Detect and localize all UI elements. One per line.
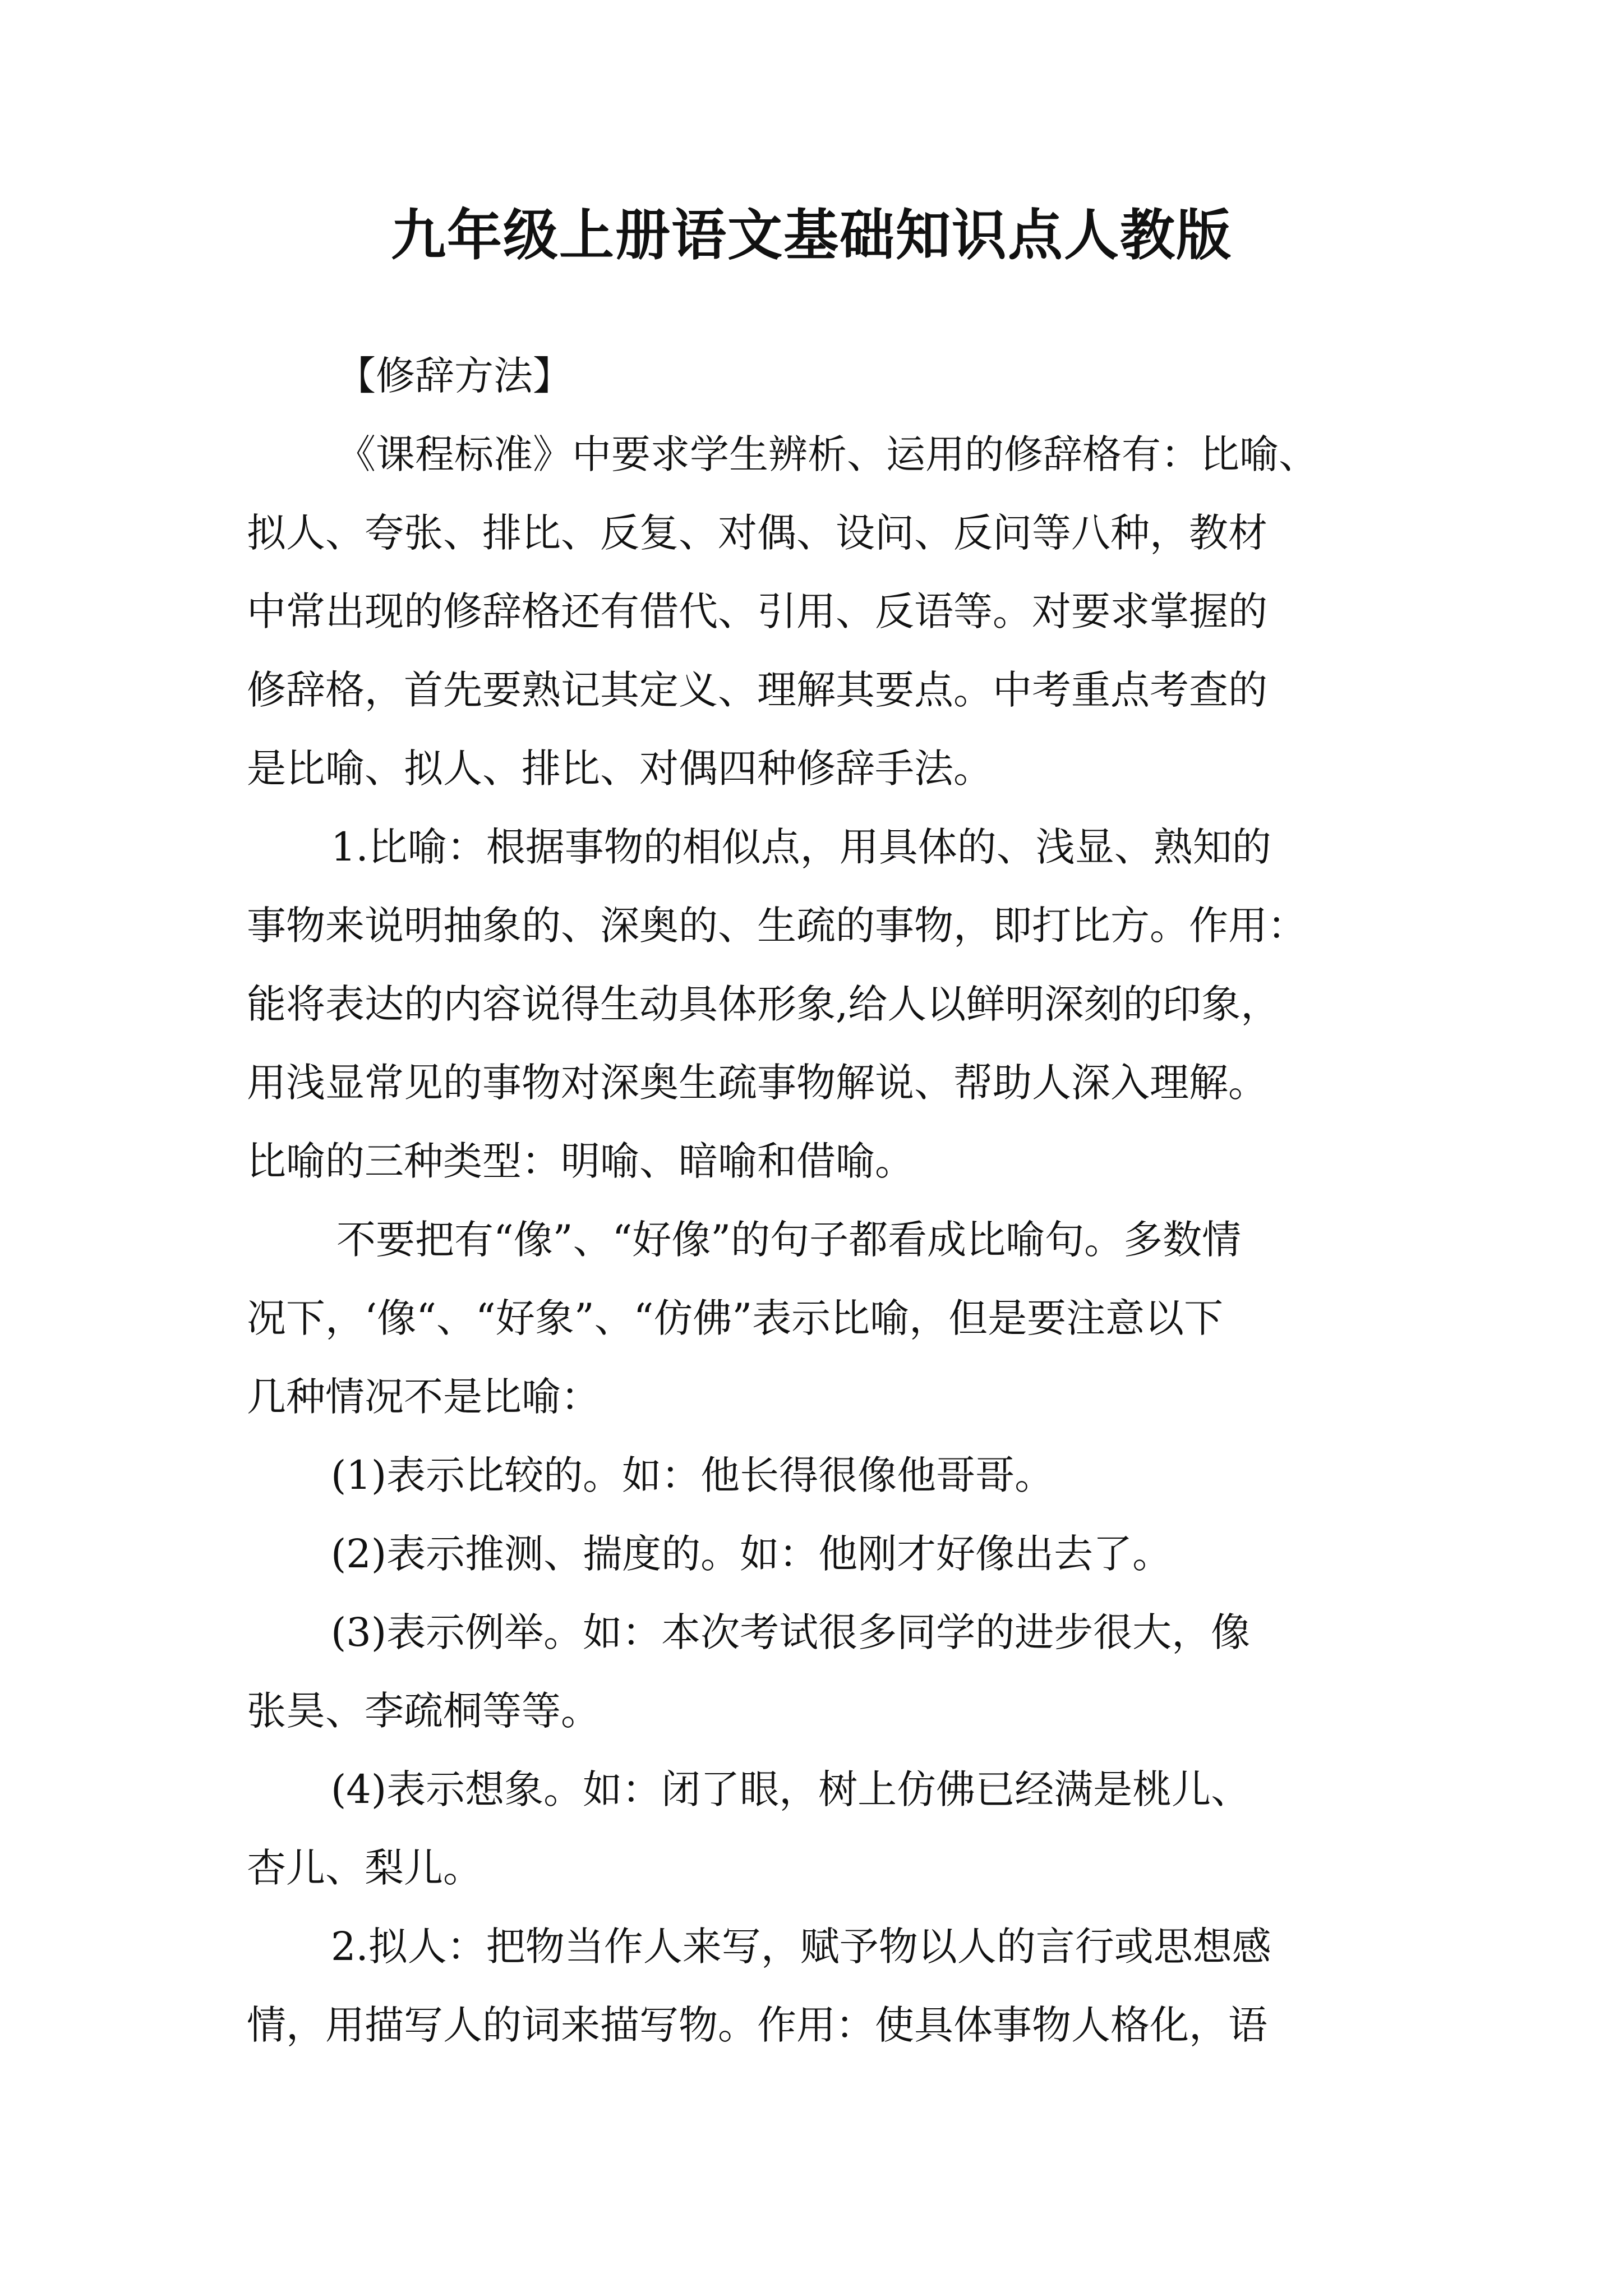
paragraph-line: 况下，‘像“、“好象”、“仿佛”表示比喻，但是要注意以下: [247, 1295, 1224, 1341]
document-body: [247, 337, 1368, 2064]
paragraph-line: 情，用描写人的词来描写物。作用：使具体事物人格化，语: [247, 2002, 1267, 2048]
section-heading: 【修辞方法】: [336, 353, 572, 399]
paragraph-line: 杏儿、梨儿。: [247, 1845, 482, 1891]
paragraph-line: 2.拟人：把物当作人来写，赋予物以人的言行或思想感: [331, 1924, 1271, 1970]
document-title: 九年级上册语文基础知识点人教版: [390, 204, 1232, 268]
paragraph-line: 几种情况不是比喻：: [247, 1374, 600, 1420]
paragraph-line: 中常出现的修辞格还有借代、引用、反语等。对要求掌握的: [247, 588, 1267, 634]
paragraph-line: 能将表达的内容说得生动具体形象,给人以鲜明深刻的印象，: [247, 981, 1280, 1027]
paragraph-line: 用浅显常见的事物对深奥生疏事物解说、帮助人深入理解。: [247, 1060, 1267, 1106]
paragraph-line: 修辞格，首先要熟记其定义、理解其要点。中考重点考查的: [247, 667, 1267, 713]
paragraph-line: 《课程标准》中要求学生辨析、运用的修辞格有：比喻、: [336, 431, 1318, 477]
list-item: (4)表示想象。如：闭了眼，树上仿佛已经满是桃儿、: [331, 1766, 1251, 1812]
list-item: (2)表示推测、揣度的。如：他刚才好像出去了。: [331, 1531, 1172, 1577]
list-item: (1)表示比较的。如：他长得很像他哥哥。: [331, 1452, 1054, 1498]
paragraph-line: 比喻的三种类型：明喻、暗喻和借喻。: [247, 1138, 914, 1184]
paragraph-line: 是比喻、拟人、排比、对偶四种修辞手法。: [247, 746, 993, 792]
paragraph-line: 事物来说明抽象的、深奥的、生疏的事物，即打比方。作用：: [247, 903, 1307, 949]
paragraph-line: 1.比喻：根据事物的相似点，用具体的、浅显、熟知的: [331, 824, 1271, 870]
paragraph-line: 张昊、李疏桐等等。: [247, 1688, 600, 1734]
paragraph-line: 拟人、夸张、排比、反复、对偶、设问、反问等八种，教材: [247, 510, 1267, 556]
list-item: (3)表示例举。如：本次考试很多同学的进步很大，像: [331, 1609, 1251, 1655]
paragraph-line: 不要把有“像”、“好像”的句子都看成比喻句。多数情: [336, 1217, 1242, 1263]
